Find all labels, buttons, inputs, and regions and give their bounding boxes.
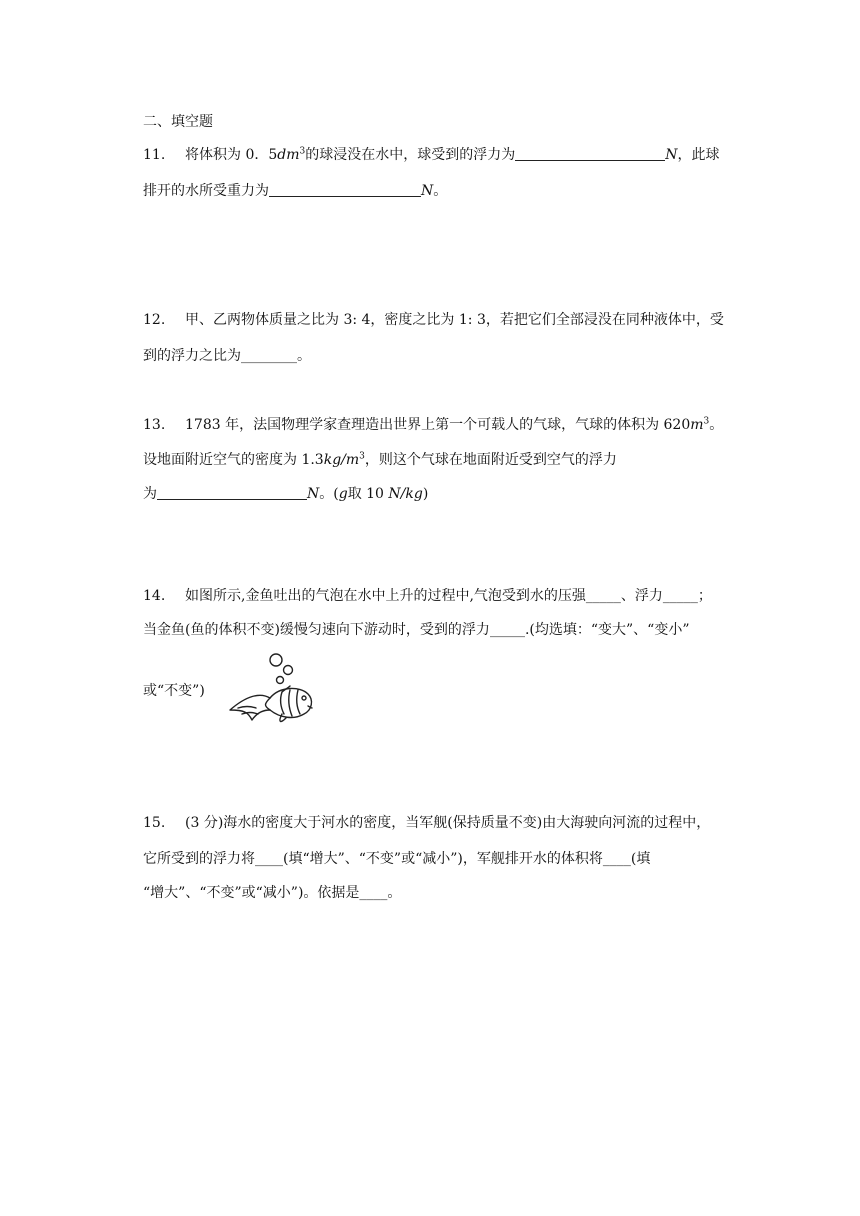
- answer-blank[interactable]: _____: [585, 588, 621, 604]
- question-11-line-1: [143, 145, 720, 165]
- symbol-g: g: [338, 486, 348, 502]
- text: ；: [697, 588, 712, 604]
- answer-blank[interactable]: ________: [241, 348, 297, 364]
- question-14-line-2: [143, 620, 689, 640]
- text: 的球浸没在水中，球受到的浮力为: [305, 147, 516, 163]
- question-13-line-2: [143, 450, 617, 470]
- question-number: 12.: [143, 312, 166, 328]
- question-15-line-1: [143, 813, 710, 833]
- text: 1783 年，法国物理学家查理造出世界上第一个可载人的气球，气球的体积为 620: [185, 417, 691, 433]
- unit: N: [665, 147, 678, 163]
- text: 。(: [319, 486, 339, 502]
- text: (3 分)海水的密度大于河水的密度，当军舰(保持质量不变)由大海驶向河流的过程中，: [185, 815, 711, 831]
- text: “增大”、“不变”或“减小”)。依据是____。: [143, 885, 402, 901]
- answer-blank[interactable]: [515, 146, 665, 161]
- text: 到的浮力之比为: [143, 348, 241, 364]
- text: 。: [709, 417, 724, 433]
- text: 将体积为 0．5: [185, 147, 278, 163]
- text: ): [422, 486, 429, 502]
- text: 如图所示,金鱼吐出的气泡在水中上升的过程中,气泡受到水的压强: [185, 588, 586, 604]
- answer-blank[interactable]: _____: [662, 588, 698, 604]
- question-number: 11.: [143, 147, 166, 163]
- text: ，则这个气球在地面附近受到空气的浮力: [364, 452, 617, 468]
- text: .(均选填：“变大”、“变小”: [524, 622, 690, 638]
- unit: N: [421, 183, 434, 199]
- unit: m: [690, 417, 704, 433]
- text: 、浮力: [620, 588, 663, 604]
- unit: kg/m: [323, 452, 360, 468]
- exponent: 3: [299, 146, 306, 157]
- text: 为: [143, 486, 157, 502]
- question-12-line-2: [143, 346, 311, 366]
- question-13-line-1: [143, 415, 723, 435]
- text: 设地面附近空气的密度为 1.3: [143, 452, 324, 468]
- goldfish-with-bubbles-icon: [222, 652, 334, 730]
- question-11-line-2: [143, 181, 447, 201]
- question-14-line-1: [143, 586, 712, 606]
- text: 或“不变”): [143, 683, 205, 699]
- text: 甲、乙两物体质量之比为 3: 4，密度之比为 1: 3，若把它们全部浸没在同种液体中，受: [185, 312, 724, 328]
- text: 。: [433, 183, 448, 199]
- answer-blank[interactable]: _____: [489, 622, 525, 638]
- section-title: 二、填空题: [143, 114, 213, 130]
- question-number: 14.: [143, 588, 166, 604]
- question-number: 13.: [143, 417, 166, 433]
- text: 取 10: [347, 486, 389, 502]
- exponent: 3: [703, 416, 710, 427]
- question-15-line-2: [143, 849, 650, 869]
- question-12-line-1: [143, 310, 724, 330]
- question-14-line-3: [143, 681, 205, 701]
- unit: N: [307, 486, 320, 502]
- answer-blank[interactable]: [157, 485, 307, 500]
- text: 当金鱼(鱼的体积不变)缓慢匀速向下游动时，受到的浮力: [143, 622, 490, 638]
- exponent: 3: [359, 451, 365, 462]
- unit: N/kg: [388, 486, 423, 502]
- unit: dm: [277, 147, 300, 163]
- text: 排开的水所受重力为: [143, 183, 269, 199]
- answer-blank[interactable]: [269, 182, 421, 197]
- text: 它所受到的浮力将____(填“增大”、“不变”或“减小”)，军舰排开水的体积将____(填: [143, 851, 651, 867]
- question-13-line-3: [143, 484, 428, 504]
- text: ，此球: [677, 147, 720, 163]
- question-15-line-3: [143, 883, 401, 903]
- text: 。: [297, 348, 311, 364]
- question-number: 15.: [143, 815, 166, 831]
